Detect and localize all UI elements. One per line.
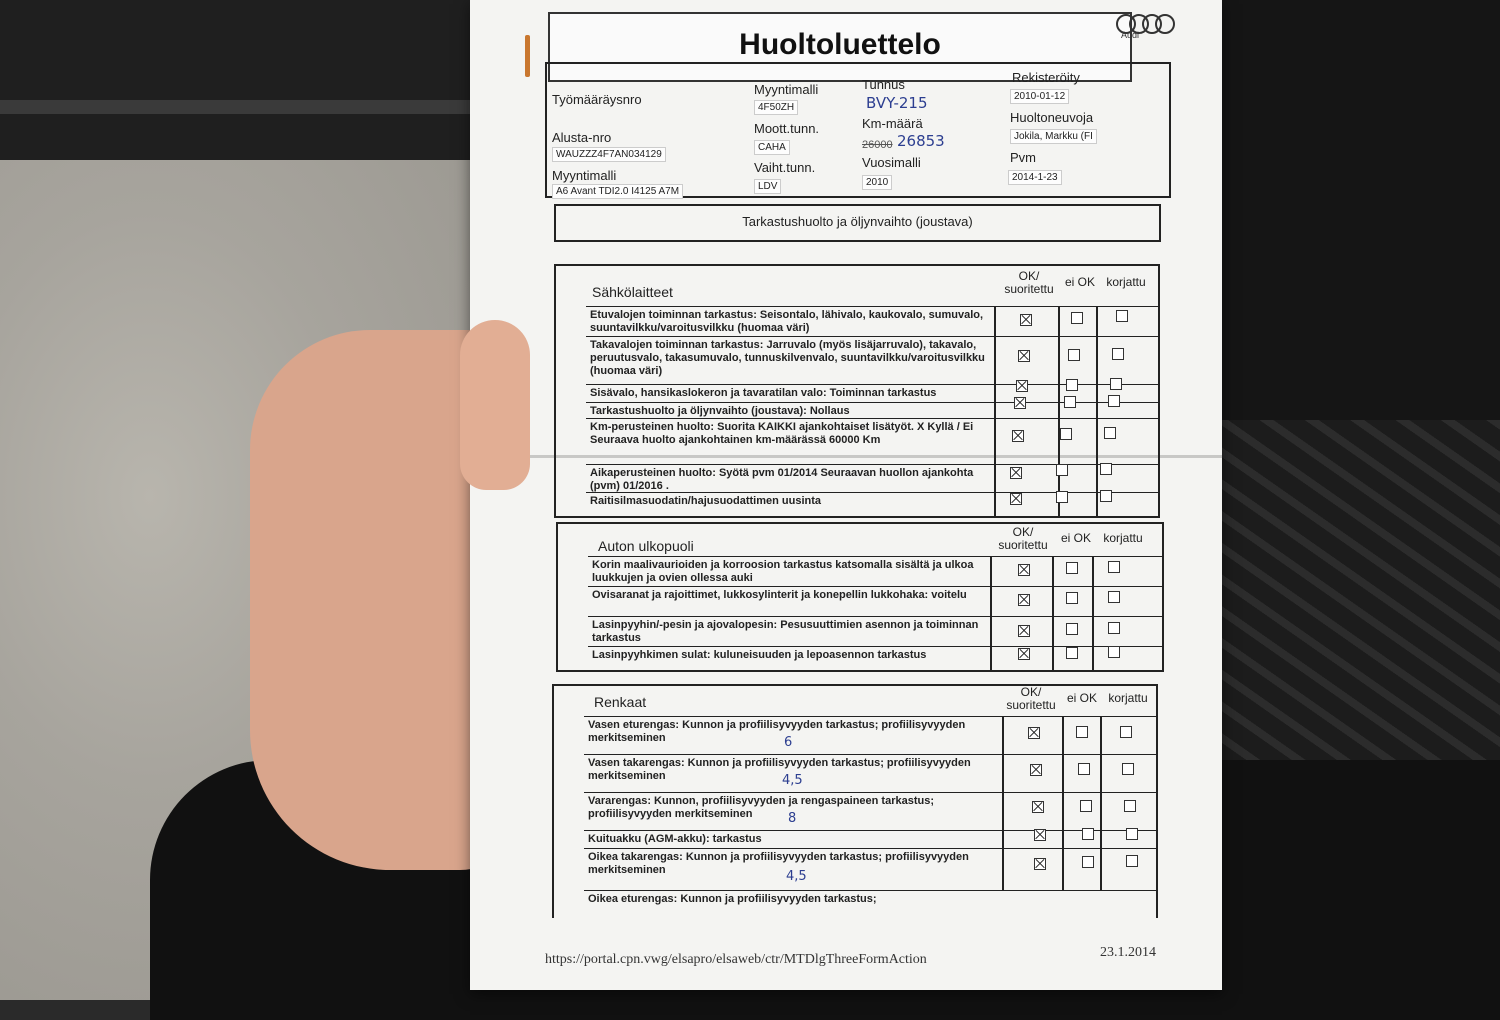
row-text: Vasen takarengas: Kunnon ja profiilisyvyyden tarkastus; profiilisyvyyden merkitseminen [588,757,971,782]
huoltoneuvoja-label: Huoltoneuvoja [1010,110,1094,125]
pvm-value: 2014-1-23 [1008,170,1062,185]
ei-ok-checkbox[interactable] [1071,312,1083,324]
background-trim [0,100,500,114]
pen-mark [525,35,530,77]
ei-ok-checkbox[interactable] [1060,428,1072,440]
pvm-label: Pvm [1010,150,1036,165]
service-type-box [554,204,1161,242]
ei-ok-checkbox[interactable] [1066,623,1078,635]
tread-depth-value: 8 [788,811,797,826]
ei-ok-checkbox[interactable] [1066,562,1078,574]
ok-checkbox[interactable] [1032,801,1044,813]
moott-value: CAHA [754,140,790,155]
brand-text: Audi [1121,30,1140,40]
table-row [584,754,1156,793]
section-electrical [554,264,1160,518]
footer-date: 23.1.2014 [1100,945,1156,960]
korjattu-checkbox[interactable] [1110,378,1122,390]
column-divider [994,306,996,516]
korjattu-header: korjattu [1103,531,1143,545]
ei-ok-checkbox[interactable] [1078,763,1090,775]
table-row [584,830,1156,849]
ei-ok-checkbox[interactable] [1056,491,1068,503]
ok-checkbox[interactable] [1034,858,1046,870]
table-row [586,464,1158,493]
ei-ok-checkbox[interactable] [1064,396,1076,408]
myyntimalli-value: 4F50ZH [754,100,798,115]
section-tyres [552,684,1158,918]
korjattu-checkbox[interactable] [1120,726,1132,738]
tunnus-label: Tunnus [862,77,905,92]
ok-checkbox[interactable] [1018,350,1030,362]
ok-checkbox[interactable] [1028,727,1040,739]
table-row [586,418,1158,465]
korjattu-checkbox[interactable] [1100,463,1112,475]
vaiht-label: Vaiht.tunn. [754,160,816,175]
alusta-label: Alusta-nro [552,130,612,145]
ok-checkbox[interactable] [1034,829,1046,841]
ok-header: OK/ suoritettu [1004,269,1054,296]
ei-ok-checkbox[interactable] [1080,800,1092,812]
ok-checkbox[interactable] [1018,564,1030,576]
row-text: Oikea takarengas: Kunnon ja profiilisyvyyden tarkastus; profiilisyvyyden merkitseminen [588,851,969,876]
vaiht-value: LDV [754,179,781,194]
tread-depth-value: 4,5 [782,773,803,788]
ei-ok-checkbox[interactable] [1066,592,1078,604]
ei-ok-header: ei OK [1060,531,1091,545]
vuosimalli-value: 2010 [862,175,892,190]
korjattu-checkbox[interactable] [1108,591,1120,603]
column-divider [1092,556,1094,670]
ei-ok-header: ei OK [1064,275,1095,289]
korjattu-checkbox[interactable] [1124,800,1136,812]
ei-ok-header: ei OK [1066,691,1097,705]
tread-depth-value: 4,5 [786,869,807,884]
ok-checkbox[interactable] [1012,430,1024,442]
row-text: Vasen eturengas: Kunnon ja profiilisyvyyden tarkastus; profiilisyvyyden merkitseminen [588,719,966,744]
korjattu-checkbox[interactable] [1126,828,1138,840]
huoltoneuvoja-value: Jokila, Markku (FI [1010,129,1097,144]
table-row [584,848,1156,891]
ok-checkbox[interactable] [1016,380,1028,392]
tread-depth-value: 6 [784,735,793,750]
rekisteroity-label: Rekisteröity [1012,70,1080,85]
myyntimalli-left-value: A6 Avant TDI2.0 I4125 A7M [552,184,683,199]
column-divider [1052,556,1054,670]
row-text: Ovisaranat ja rajoittimet, lukkosylinterit ja konepellin lukkohaka: voitelu [592,589,967,601]
table-row [584,792,1156,831]
korjattu-checkbox[interactable] [1122,763,1134,775]
section-title: Auton ulkopuoli [598,538,694,554]
korjattu-checkbox[interactable] [1104,427,1116,439]
row-text: Aikaperusteinen huolto: Syötä pvm 01/2014 Seuraavan huollon ajankohta (pvm) 01/2016 . [590,467,974,492]
table-row [584,890,1156,919]
column-divider [1100,716,1102,890]
moott-label: Moott.tunn. [754,121,820,136]
background-car-sill [0,0,500,160]
row-text: Raitisilmasuodatin/hajusuodattimen uusinta [590,495,822,507]
row-text: Oikea eturengas: Kunnon ja profiilisyvyyden tarkastus; [588,893,877,905]
alusta-value: WAUZZZ4F7AN034129 [552,147,666,162]
row-text: Vararengas: Kunnon, profiilisyvyyden ja rengaspaineen tarkastus; profiilisyvyyden merkitseminen [588,795,935,820]
ei-ok-checkbox[interactable] [1066,647,1078,659]
korjattu-checkbox[interactable] [1112,348,1124,360]
ok-checkbox[interactable] [1018,594,1030,606]
ok-checkbox[interactable] [1018,648,1030,660]
ei-ok-checkbox[interactable] [1066,379,1078,391]
korjattu-checkbox[interactable] [1100,490,1112,502]
audi-logo-icon [1112,6,1182,46]
column-divider [1096,306,1098,516]
ok-header: OK/ suoritettu [998,525,1048,552]
table-row [586,492,1158,515]
korjattu-header: korjattu [1106,275,1146,289]
ei-ok-checkbox[interactable] [1068,349,1080,361]
row-text: Korin maalivaurioiden ja korroosion tarkastus katsomalla sisältä ja ulkoa luukkujen ja ovien ollessa auki [592,559,974,584]
tunnus-value: BVY-215 [866,94,928,112]
column-divider [1062,716,1064,890]
ok-header: OK/ suoritettu [1006,685,1056,712]
korjattu-checkbox[interactable] [1126,855,1138,867]
row-text: Takavalojen toiminnan tarkastus: Jarruvalo (myös lisäjarruvalo), takavalo, peruutusvalo, takasumuvalo, tunnuskilvenvalo, suuntavilkku/varoitusvilkku (huomaa väri) [590,339,985,377]
table-row [584,716,1156,755]
ok-checkbox[interactable] [1010,467,1022,479]
section-title: Sähkölaitteet [592,284,673,300]
page-title: Huoltoluettelo [739,28,941,61]
service-type: Tarkastushuolto ja öljynvaihto (joustava) [742,214,973,229]
row-text: Km-perusteinen huolto: Suorita KAIKKI ajankohtaiset lisätyöt. X Kyllä / Ei Seuraava huolto ajankohtainen km-määrässä 60000 Km [590,421,974,446]
column-divider [1058,306,1060,516]
myyntimalli-label: Myyntimalli [754,82,819,97]
ok-checkbox[interactable] [1018,625,1030,637]
section-exterior [556,522,1164,672]
korjattu-checkbox[interactable] [1108,646,1120,658]
section-title: Renkaat [594,694,647,710]
footer-url: https://portal.cpn.vwg/elsapro/elsaweb/ctr/MTDlgThreeFormAction [545,952,927,967]
row-text: Etuvalojen toiminnan tarkastus: Seisontalo, lähivalo, kaukovalo, sumuvalo, suuntavilkku/varoitusvilkku (huomaa väri) [590,309,984,334]
row-text: Sisävalo, hansikaslokeron ja tavaratilan valo: Toiminnan tarkastus [590,387,937,399]
korjattu-header: korjattu [1108,691,1148,705]
ok-checkbox[interactable] [1030,764,1042,776]
column-divider [1002,716,1004,890]
tyomaaraysnro-label: Työmääräysnro [552,92,642,107]
km-printed-value: 26000 [862,139,893,151]
km-label: Km-määrä [862,116,923,131]
km-written-value: 26853 [897,132,945,150]
ok-checkbox[interactable] [1020,314,1032,326]
myyntimalli-left-label: Myyntimalli [552,168,617,183]
korjattu-checkbox[interactable] [1108,622,1120,634]
row-text: Kuituakku (AGM-akku): tarkastus [588,833,762,845]
korjattu-checkbox[interactable] [1108,561,1120,573]
ok-checkbox[interactable] [1014,397,1026,409]
korjattu-checkbox[interactable] [1108,395,1120,407]
row-text: Lasinpyyhkimen sulat: kuluneisuuden ja lepoasennon tarkastus [592,649,927,661]
ei-ok-checkbox[interactable] [1082,828,1094,840]
row-text: Tarkastushuolto ja öljynvaihto (joustava): Nollaus [590,405,850,417]
korjattu-checkbox[interactable] [1116,310,1128,322]
row-text: Lasinpyyhin/-pesin ja ajovalopesin: Pesusuuttimien asennon ja toiminnan tarkastus [592,619,979,644]
ok-checkbox[interactable] [1010,493,1022,505]
ei-ok-checkbox[interactable] [1076,726,1088,738]
ei-ok-checkbox[interactable] [1056,464,1068,476]
ei-ok-checkbox[interactable] [1082,856,1094,868]
vuosimalli-label: Vuosimalli [862,155,921,170]
thumb [460,320,530,490]
column-divider [990,556,992,670]
rekisteroity-value: 2010-01-12 [1010,89,1069,104]
